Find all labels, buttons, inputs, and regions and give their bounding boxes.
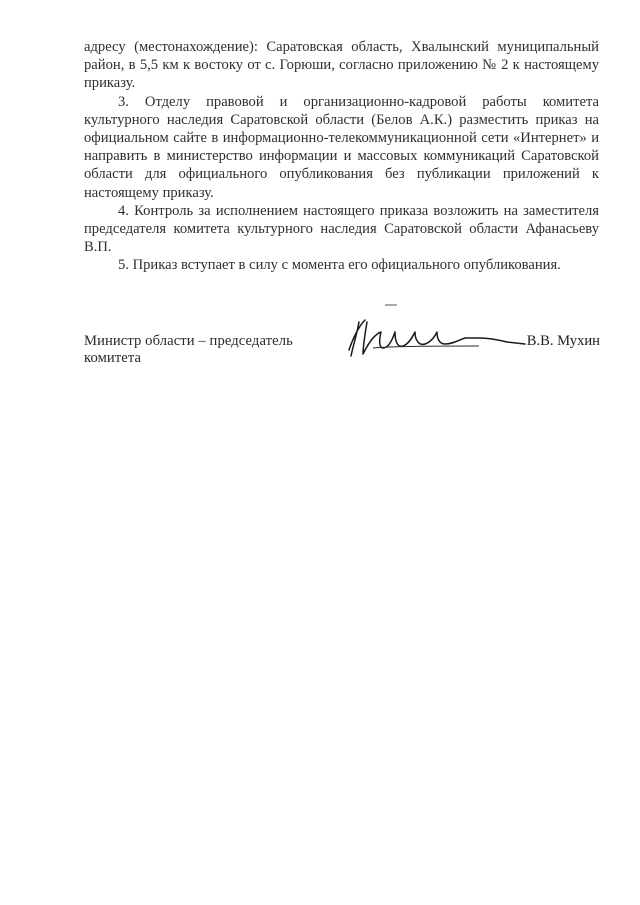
- paragraph-item-5: 5. Приказ вступает в силу с момента его официального опубликования.: [118, 257, 561, 274]
- signatory-name: В.В. Мухин: [526, 333, 600, 349]
- paragraph-address: адресу (местонахождение): Саратовская область, Хвалынский муниципальный район, в 5,5 км к востоку от с. Горюши, согласно приложению № 2 к настоящему приказу.: [84, 39, 599, 92]
- signatory-title: [84, 333, 293, 367]
- paragraph-item-4: 4. Контроль за исполнением настоящего приказа возложить на заместителя председателя комитета культурного наследия Саратовской области Афанасьеву В.П.: [84, 202, 599, 256]
- handwritten-signature-icon: [329, 308, 529, 368]
- paragraph-item-3: 3. Отделу правовой и организационно-кадровой работы комитета культурного наследия Саратовской области (Белов А.К.) разместить приказ на официальном сайте в информационно-телекоммуникационной сети «Интернет» и направить в министерство информации и массовых коммуникаций Саратовской области для официального опубликования без публикации приложений к настоящему приказу.: [84, 93, 599, 201]
- signatory-title-line1: Министр области – председатель: [84, 333, 293, 349]
- document-body: [84, 38, 599, 275]
- signature-block: [84, 330, 600, 374]
- signatory-title-line2: комитета: [84, 350, 142, 366]
